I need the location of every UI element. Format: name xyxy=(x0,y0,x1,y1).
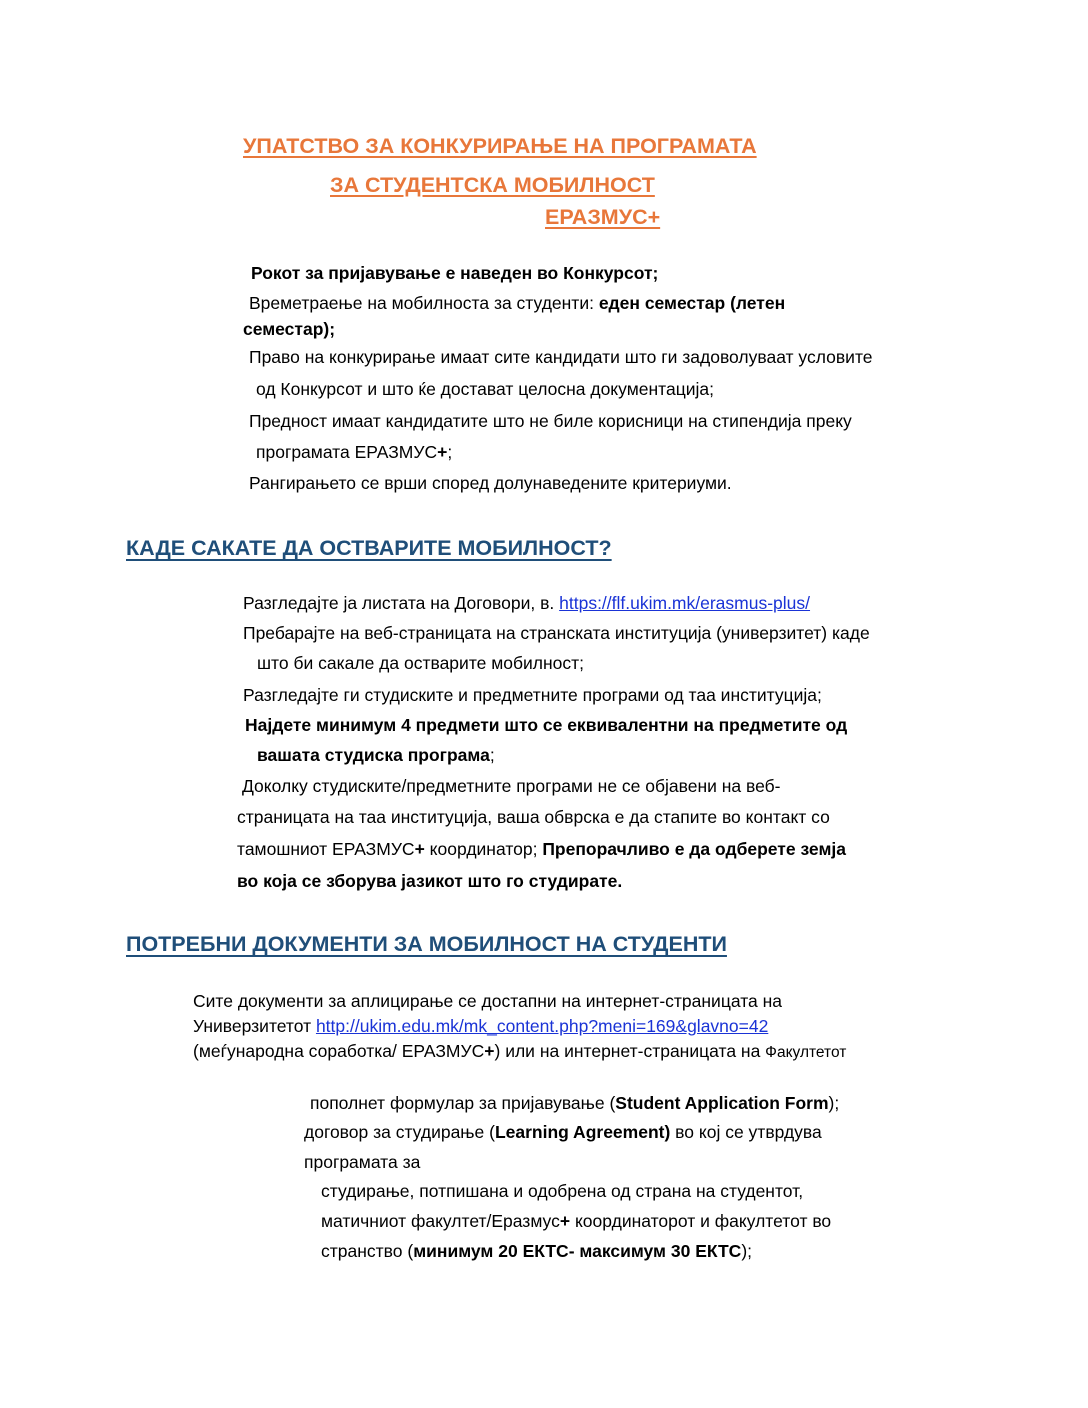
document-item-1 xyxy=(310,1092,839,1114)
intro-line-2-text: Времетраење на мобилноста за студенти: xyxy=(249,293,599,313)
intro-line-7-plus: + xyxy=(437,442,448,462)
intro-line-8: Рангирањето се врши според долунаведените критериуми. xyxy=(249,473,732,493)
document-item-2-line-4-text: матичниот факултет/Еразмус xyxy=(321,1211,560,1231)
section1-line-4: Разгледајте ги студиските и предметните програми од таа институција; xyxy=(243,685,822,705)
section1-line-6-end: ; xyxy=(489,745,495,765)
section1-line-7: Доколку студиските/предметните програми не се објавени на веб- xyxy=(242,776,781,796)
section2-paragraph-line-3-text: (меѓународна соработка/ ЕРАЗМУС xyxy=(193,1041,485,1061)
document-item-2-line-5-end: ); xyxy=(741,1241,753,1261)
document-item-2-line-4-end: координаторот и факултетот во xyxy=(570,1211,832,1231)
section1-line-9-bold: Препорачливо е да одберете земја xyxy=(542,839,846,859)
section1-line-6-bold: вашата студиска програма xyxy=(257,745,490,765)
section1-line-2: Пребарајте на веб-страницата на странската институција (универзитет) каде xyxy=(243,623,870,643)
section1-line-5: Најдете минимум 4 предмети што се еквивалентни на предметите од xyxy=(245,715,848,735)
document-item-2-bold: Learning Agreement) xyxy=(494,1122,671,1142)
document-item-2-line-4 xyxy=(321,1210,831,1232)
intro-line-5: од Конкурсот и што ќе достават целосна документација; xyxy=(256,379,714,399)
section2-paragraph-line-2 xyxy=(193,1015,768,1037)
section2-paragraph-line-2-text: Универзитетот xyxy=(193,1016,316,1036)
section1-line-1-text: Разгледајте ја листата на Договори, в. xyxy=(243,593,560,613)
document-title-line-1: УПАТСТВО ЗА КОНКУРИРАЊЕ НА ПРОГРАМАТА xyxy=(243,134,757,158)
section2-paragraph-line-3-mid: ) или на интернет-страницата на xyxy=(494,1041,766,1061)
section1-line-9 xyxy=(237,838,846,860)
document-item-2-line-5-bold: минимум 20 ЕКТС- максимум 30 ЕКТС xyxy=(413,1241,742,1261)
section1-line-9-mid: координатор; xyxy=(424,839,543,859)
section-heading-required-documents: ПОТРЕБНИ ДОКУМЕНТИ ЗА МОБИЛНОСТ НА СТУДЕНТИ xyxy=(126,932,727,956)
intro-line-6: Предност имаат кандидатите што не биле корисници на стипендија преку xyxy=(249,411,852,431)
section1-line-6 xyxy=(257,744,495,766)
document-item-2-line-4-plus: + xyxy=(559,1211,571,1231)
document-title-line-2: ЗА СТУДЕНТСКА МОБИЛНОСТ xyxy=(330,173,655,197)
document-item-2-line-2: програмата за xyxy=(304,1152,421,1172)
document-item-2-text: договор за студирање ( xyxy=(304,1122,495,1142)
intro-line-7 xyxy=(256,441,452,463)
intro-line-7-text: програмата ЕРАЗМУС xyxy=(256,442,438,462)
document-item-2-line-3: студирање, потпишана и одобрена од страна на студентот, xyxy=(321,1181,804,1201)
university-link[interactable]: http://ukim.edu.mk/mk_content.php?meni=169&glavno=42 xyxy=(315,1016,769,1036)
document-item-1-end: ); xyxy=(828,1093,840,1113)
intro-line-2-bold: еден семестар (летен xyxy=(598,293,786,313)
section2-paragraph-line-1: Сите документи за аплицирање се достапни на интернет-страницата на xyxy=(193,991,783,1011)
document-item-2-line-5 xyxy=(321,1240,752,1262)
document-item-2-line-5-text: странство ( xyxy=(321,1241,414,1261)
agreements-link[interactable]: https://flf.ukim.mk/erasmus-plus/ xyxy=(559,593,811,613)
intro-line-7-end: ; xyxy=(447,442,453,462)
document-item-2-end: во кој се утврдува xyxy=(670,1122,822,1142)
section1-line-10: во која се зборува јазикот што го студирате. xyxy=(237,871,623,891)
intro-line-2 xyxy=(249,292,785,314)
section1-line-8: страницата на таа институција, ваша обврска е да стапите во контакт со xyxy=(237,807,830,827)
section1-line-9-text: тамошниот ЕРАЗМУС xyxy=(237,839,415,859)
section2-paragraph-line-3-plus: + xyxy=(484,1041,495,1061)
section2-paragraph-line-3-faculty: Факултетот xyxy=(765,1044,847,1061)
document-item-1-text: пополнет формулар за пријавување ( xyxy=(310,1093,616,1113)
section-heading-mobility-destination: КАДЕ САКАТЕ ДА ОСТВАРИТЕ МОБИЛНОСТ? xyxy=(126,536,612,560)
document-title-line-3: ЕРАЗМУС+ xyxy=(545,205,661,229)
section1-line-9-plus: + xyxy=(414,839,425,859)
document-item-2 xyxy=(304,1121,822,1143)
intro-line-4: Право на конкурирање имаат сите кандидати што ги задоволуваат условите xyxy=(249,347,873,367)
document-item-1-bold: Student Application Form xyxy=(615,1093,829,1113)
section1-line-3: што би сакале да остварите мобилност; xyxy=(257,653,585,673)
intro-line-3: семестар); xyxy=(243,319,336,339)
section1-line-1 xyxy=(243,592,810,614)
intro-line-1: Рокот за пријавување е наведен во Конкурсот; xyxy=(251,263,659,283)
section2-paragraph-line-3 xyxy=(193,1040,846,1064)
